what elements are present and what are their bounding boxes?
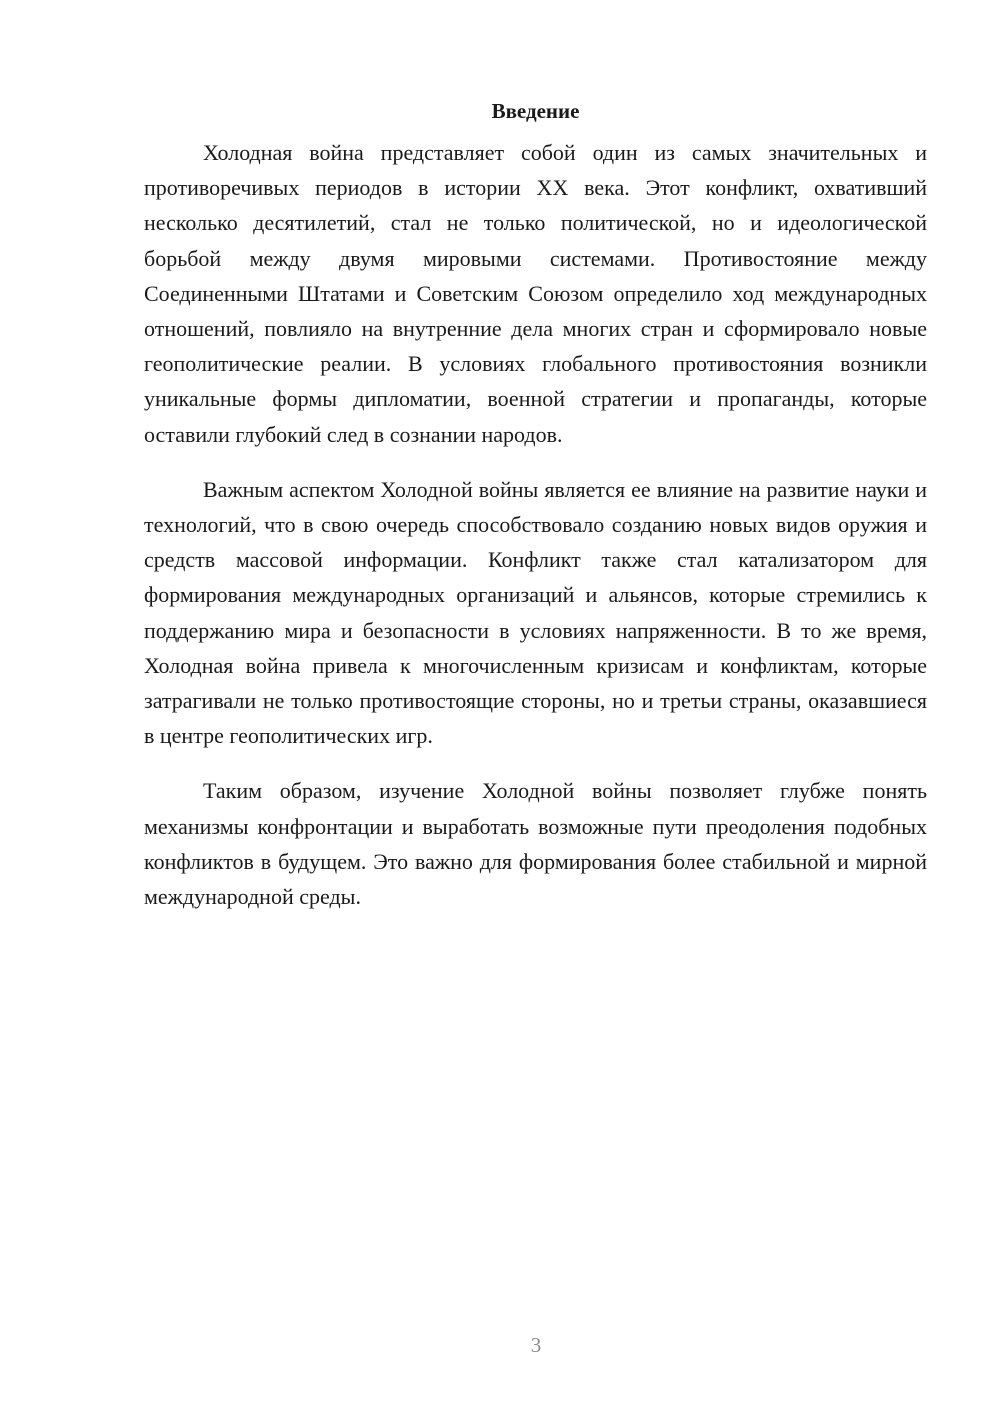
- page-number: 3: [530, 1333, 542, 1357]
- paragraph-3: Таким образом, изучение Холодной войны позволяет глубже понять механизмы конфронтации и выработать возможные пути преодоления подобных конфликтов в будущем. Это важно для формирования более стабильной и мирной международной среды.: [144, 778, 927, 910]
- page-content: [144, 96, 927, 934]
- section-heading: Введение: [491, 99, 580, 123]
- paragraph-2: Важным аспектом Холодной войны является ее влияние на развитие науки и технологий, что в свою очередь способствовало созданию новых видов оружия и средств массовой информации. Конфликт также стал катализатором для формирования международных организаций и альянсов, которые стремились к поддержанию мира и безопасности в условиях напряженности. В то же время, Холодная война привела к многочисленным кризисам и конфликтам, которые затрагивали не только противостоящие стороны, но и третьи страны, оказавшиеся в центре геополитических игр.: [144, 476, 927, 749]
- paragraph-1: Холодная война представляет собой один из самых значительных и противоречивых периодов в истории XX века. Этот конфликт, охвативший несколько десятилетий, стал не только политической, но и идеологической борьбой между двумя мировыми системами. Противостояние между Соединенными Штатами и Советским Союзом определило ход международных отношений, повлияло на внутренние дела многих стран и сформировало новые геополитические реалии. В условиях глобального противостояния возникли уникальные формы дипломатии, военной стратегии и пропаганды, которые оставили глубокий след в сознании народов.: [144, 140, 927, 447]
